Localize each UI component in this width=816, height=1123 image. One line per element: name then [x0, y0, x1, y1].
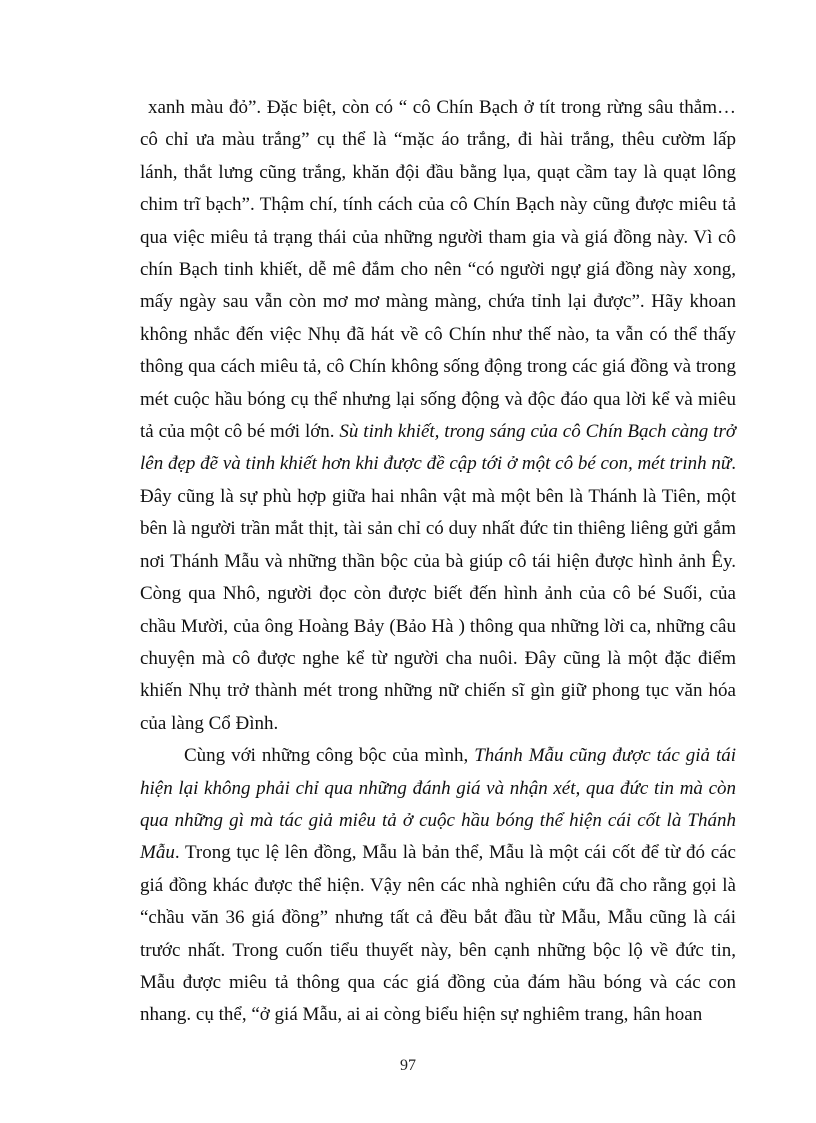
- paragraph-2-italic-text: Thánh Mẫu cũng được tác giả tái hiện lại không phải chỉ qua những đánh giá và nhận xét, qua đức tin mà còn qua những gì mà tác giả miêu tả ở cuộc hầu bóng thể hiện cái cốt là Thánh Mẫu: [140, 745, 736, 864]
- paragraph-1-text: xanh màu đỏ”. Đặc biệt, còn có “ cô Chín Bạch ở tít trong rừng sâu thẳm…cô chỉ ưa màu trắng” cụ thể là “mặc áo trắng, đi hài trắng, thêu cườm lấp lánh, thắt lưng cũng trắng, khăn đội đầu bằng lụa, quạt cầm tay là quạt lông chim trĩ bạch”. Thậm chí, tính cách của cô Chín Bạch này cũng được miêu tả qua việc miêu tả trạng thái của những người tham gia và giá đồng này. Vì cô chín Bạch tinh khiết, dễ mê đắm cho nên “có người ngự giá đồng này xong, mấy ngày sau vẫn còn mơ mơ màng màng, chứa tỉnh lại được”. Hãy khoan không nhắc đến việc Nhụ đã hát về cô Chín như thế nào, ta vẫn có thể thấy thông qua cách miêu tả, cô Chín không sống động trong các giá đồng và trong mét cuộc hầu bóng cụ thể nhưng lại sống động và độc đáo qua lời kể và miêu tả của một cô bé mới lớn.: [140, 97, 736, 443]
- page-number: 97: [400, 1057, 416, 1074]
- body-text: [140, 92, 736, 1032]
- paragraph-2-text: Cùng với những công bộc của mình,: [184, 745, 475, 767]
- paragraph-1-italic-text: Sù tinh khiết, trong sáng của cô Chín Bạch càng trở lên đẹp đẽ và tinh khiết hơn khi được đề cập tới ở một cô bé con, mét trinh nữ: [140, 421, 736, 475]
- paragraph-2: [140, 740, 736, 1032]
- paragraph-1-text-continued: . Đây cũng là sự phù hợp giữa hai nhân vật mà một bên là Thánh là Tiên, một bên là người trần mắt thịt, tài sản chỉ có duy nhất đức tin thiêng liêng gửi gắm nơi Thánh Mẫu và những thần bộc của bà giúp cô tái hiện được hình ảnh Êy. Còng qua Nhô, người đọc còn được biết đến hình ảnh của cô bé Suối, của chầu Mười, của ông Hoàng Bảy (Bảo Hà ) thông qua những lời ca, những câu chuyện mà cô được nghe kể từ người cha nuôi. Đây cũng là một đặc điểm khiến Nhụ trở thành mét trong những nữ chiến sĩ gìn giữ phong tục văn hóa của làng Cổ Đình.: [140, 453, 736, 734]
- paragraph-2-text-continued: . Trong tục lệ lên đồng, Mẫu là bản thể, Mẫu là một cái cốt để từ đó các giá đồng khác được thể hiện. Vậy nên các nhà nghiên cứu đã cho rằng gọi là “chầu văn 36 giá đồng” nhưng tất cả đều bắt đầu từ Mẫu, Mẫu cũng là cái trước nhất. Trong cuốn tiểu thuyết này, bên cạnh những bộc lộ về đức tin, Mẫu được miêu tả thông qua các giá đồng của đám hầu bóng và các con nhang. cụ thể, “ở giá Mẫu, ai ai còng biểu hiện sự nghiêm trang, hân hoan: [140, 842, 736, 1026]
- paragraph-1: [140, 92, 736, 740]
